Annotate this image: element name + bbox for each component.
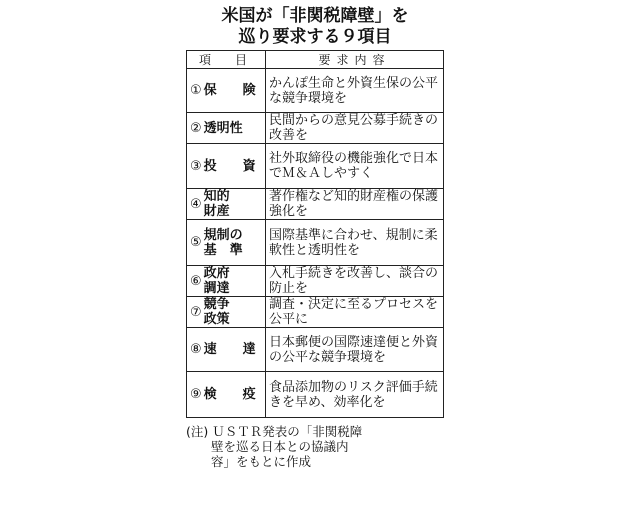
- row-item: [187, 189, 266, 220]
- table-row: [187, 189, 444, 220]
- row-content: 食品添加物のリスク評価手続きを早め、効率化を: [266, 372, 444, 418]
- header-item: 項 目: [187, 51, 266, 69]
- row-item-name: 知的 財産: [203, 189, 230, 219]
- row-item: [187, 113, 266, 144]
- row-number: ⑦: [190, 304, 202, 320]
- table-row: [187, 297, 444, 328]
- document: [186, 6, 444, 469]
- row-content: 入札手続きを改善し、談合の防止を: [266, 266, 444, 297]
- row-item: [187, 266, 266, 297]
- row-number: ②: [190, 120, 202, 136]
- row-item-inner: [190, 228, 262, 258]
- row-number: ⑤: [190, 235, 202, 250]
- row-item-name: 政府 調達: [203, 266, 230, 296]
- row-number: ③: [190, 158, 202, 174]
- row-item-inner: [190, 342, 262, 357]
- row-item: [187, 220, 266, 266]
- row-item-name: 保 険: [203, 83, 256, 98]
- table-row: [187, 220, 444, 266]
- requirements-table: [186, 50, 444, 418]
- row-number: ④: [190, 196, 202, 212]
- table-row: [187, 266, 444, 297]
- row-item: [187, 372, 266, 418]
- row-item-name: 規制の 基 準: [203, 227, 243, 258]
- row-item: [187, 144, 266, 189]
- row-number: ①: [190, 83, 202, 98]
- row-item: [187, 69, 266, 113]
- row-content: 国際基準に合わせ、規制に柔軟性と透明性を: [266, 220, 444, 266]
- row-content: 日本郵便の国際速達便と外資の公平な競争環境を: [266, 328, 444, 372]
- row-content: 民間からの意見公募手続きの改善を: [266, 113, 444, 144]
- row-item-inner: [190, 189, 262, 219]
- table-row: [187, 144, 444, 189]
- header-content: 要求内容: [266, 51, 444, 69]
- row-item: [187, 328, 266, 372]
- row-item-name: 競争 政策: [203, 297, 230, 327]
- title-line-2: 巡り要求する９項目: [238, 27, 392, 47]
- row-content: かんぽ生命と外資生保の公平な競争環境を: [266, 69, 444, 113]
- source-note: (注) ＵＳＴＲ発表の「非関税障 壁を巡る日本との協議内 容」をもとに作成: [186, 424, 363, 469]
- row-number: ⑥: [190, 273, 202, 289]
- row-item-inner: [190, 83, 262, 98]
- row-content: 著作権など知的財産権の保護強化を: [266, 189, 444, 220]
- table-row: [187, 328, 444, 372]
- row-item-inner: [190, 159, 262, 174]
- row-item-name: 透明性: [203, 120, 243, 136]
- row-item-inner: [190, 121, 262, 136]
- table-header-row: [187, 51, 444, 69]
- table-row: [187, 113, 444, 144]
- row-item-inner: [190, 297, 262, 327]
- row-item-inner: [190, 387, 262, 402]
- table-body: [187, 69, 444, 418]
- row-item-name: 検 疫: [203, 387, 256, 402]
- row-content: 社外取締役の機能強化で日本でＭ＆Ａしやすく: [266, 144, 444, 189]
- row-item-name: 速 達: [203, 342, 256, 357]
- row-item-name: 投 資: [203, 158, 256, 174]
- title: [186, 6, 444, 48]
- title-line-1: 米国が「非関税障壁」を: [221, 6, 409, 26]
- row-number: ⑨: [190, 387, 202, 402]
- row-number: ⑧: [190, 342, 202, 357]
- row-content: 調査・決定に至るプロセスを公平に: [266, 297, 444, 328]
- table-row: [187, 69, 444, 113]
- table-row: [187, 372, 444, 418]
- row-item-inner: [190, 266, 262, 296]
- row-item: [187, 297, 266, 328]
